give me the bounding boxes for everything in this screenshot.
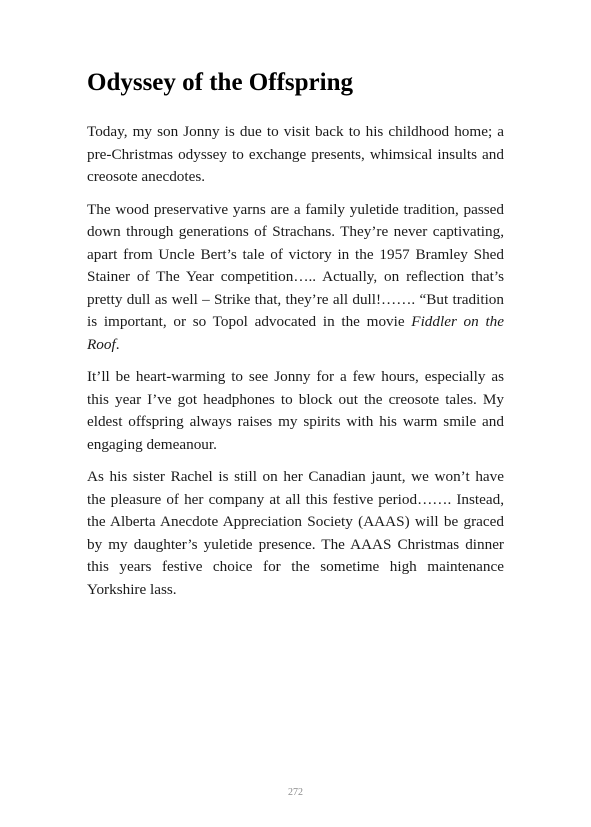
paragraph-1: Today, my son Jonny is due to visit back to his childhood home; a pre-Christmas odyssey to exchange presents, whimsical insults and creosote anecdotes. — [87, 123, 504, 185]
movie-title: Fiddler on the Roof — [87, 313, 504, 353]
paragraph-4: As his sister Rachel is still on her Canadian jaunt, we won’t have the pleasure of her company at all this festive period……. Instead, the Alberta Anecdote Appreciation Society (AAAS) will be graced by my daughter’s yuletide presence. The AAAS Christmas dinner this years festive choice for the sometime high maintenance Yorkshire lass. — [87, 468, 504, 598]
paragraph-2-text: The wood preservative yarns are a family yuletide tradition, passed down through generations of Strachans. They’re never captivating, apart from Uncle Bert’s tale of victory in the 1957 Bramley Shed Stainer of The Year competition….. Actually, on reflection that’s pretty dull as well – Strike that, they’re all dull!……. “But tradition is important, or so Topol advocated in the movie — [87, 200, 504, 330]
body-text — [87, 121, 504, 611]
paragraph-2-end: . — [115, 335, 120, 353]
page-number: 272 — [288, 787, 303, 798]
paragraph-2 — [87, 199, 504, 357]
paragraph-3: It’ll be heart-warming to see Jonny for a few hours, especially as this year I’ve got headphones to block out the creosote tales. My eldest offspring always raises my spirits with his warm smile and engaging demeanour. — [87, 368, 504, 453]
page-title: Odyssey of the Offspring — [87, 69, 353, 96]
